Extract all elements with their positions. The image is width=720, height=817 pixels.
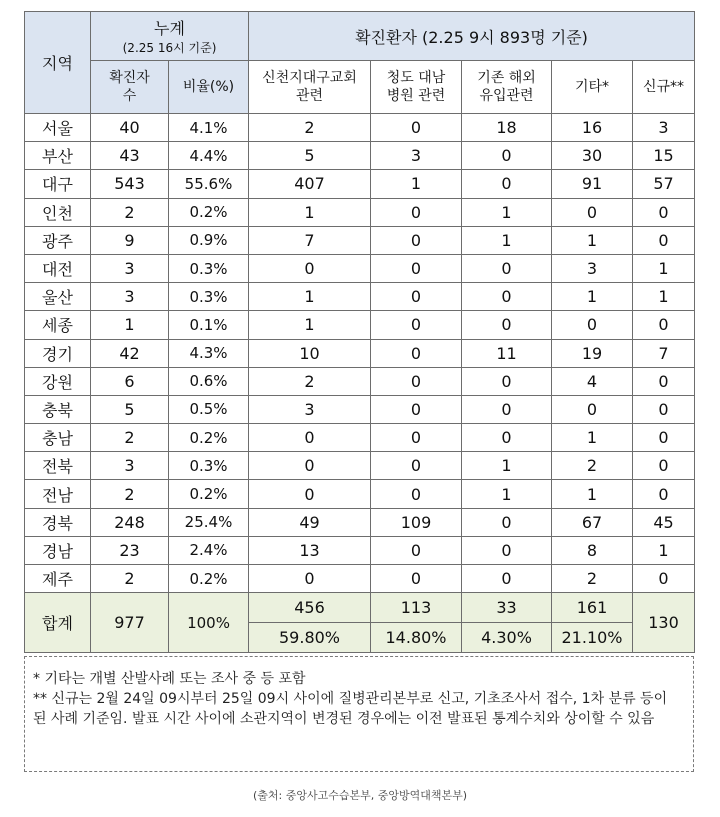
total-new: 130 bbox=[633, 593, 695, 653]
cell-shincheonji: 0 bbox=[249, 254, 371, 282]
cell-cheongdo: 0 bbox=[371, 536, 462, 564]
cell-cheongdo: 0 bbox=[371, 452, 462, 480]
cell-region: 대구 bbox=[25, 170, 91, 198]
cell-ratio: 4.1% bbox=[169, 114, 249, 142]
cell-new: 0 bbox=[633, 565, 695, 593]
cell-new: 0 bbox=[633, 480, 695, 508]
cell-ratio: 55.6% bbox=[169, 170, 249, 198]
cell-other: 16 bbox=[552, 114, 633, 142]
total-other-pct: 21.10% bbox=[552, 623, 633, 653]
cell-ratio: 2.4% bbox=[169, 536, 249, 564]
cell-ratio: 0.3% bbox=[169, 452, 249, 480]
table-row bbox=[25, 226, 695, 254]
cell-cases: 23 bbox=[91, 536, 169, 564]
cell-cheongdo: 0 bbox=[371, 565, 462, 593]
cell-region: 충남 bbox=[25, 424, 91, 452]
cell-shincheonji: 3 bbox=[249, 395, 371, 423]
cell-region: 경북 bbox=[25, 508, 91, 536]
cell-new: 7 bbox=[633, 339, 695, 367]
cell-overseas: 1 bbox=[462, 198, 552, 226]
cell-region: 광주 bbox=[25, 226, 91, 254]
cell-region: 경남 bbox=[25, 536, 91, 564]
cell-new: 0 bbox=[633, 198, 695, 226]
cell-shincheonji: 0 bbox=[249, 565, 371, 593]
table-row bbox=[25, 480, 695, 508]
cell-cheongdo: 0 bbox=[371, 424, 462, 452]
col-other-header: 기타* bbox=[552, 61, 633, 114]
cell-cases: 3 bbox=[91, 254, 169, 282]
cell-region: 대전 bbox=[25, 254, 91, 282]
cell-cases: 2 bbox=[91, 424, 169, 452]
cell-ratio: 4.3% bbox=[169, 339, 249, 367]
cell-shincheonji: 10 bbox=[249, 339, 371, 367]
cell-cases: 3 bbox=[91, 283, 169, 311]
confirmed-cases-table bbox=[24, 11, 695, 653]
table-row bbox=[25, 424, 695, 452]
cell-new: 57 bbox=[633, 170, 695, 198]
region-header: 지역 bbox=[25, 12, 91, 114]
cell-overseas: 0 bbox=[462, 536, 552, 564]
cell-cheongdo: 0 bbox=[371, 114, 462, 142]
cell-ratio: 0.2% bbox=[169, 480, 249, 508]
cumulative-subtitle: (2.25 16시 기준) bbox=[122, 41, 217, 55]
table-row bbox=[25, 170, 695, 198]
cell-other: 19 bbox=[552, 339, 633, 367]
total-cases: 977 bbox=[91, 593, 169, 653]
cell-shincheonji: 49 bbox=[249, 508, 371, 536]
cell-other: 1 bbox=[552, 226, 633, 254]
cell-new: 1 bbox=[633, 283, 695, 311]
cell-region: 세종 bbox=[25, 311, 91, 339]
table-row bbox=[25, 339, 695, 367]
cell-shincheonji: 2 bbox=[249, 114, 371, 142]
cell-region: 제주 bbox=[25, 565, 91, 593]
cell-new: 45 bbox=[633, 508, 695, 536]
cell-other: 8 bbox=[552, 536, 633, 564]
cell-other: 1 bbox=[552, 424, 633, 452]
cell-region: 울산 bbox=[25, 283, 91, 311]
total-overseas: 33 bbox=[462, 593, 552, 623]
cell-shincheonji: 407 bbox=[249, 170, 371, 198]
cell-region: 서울 bbox=[25, 114, 91, 142]
cell-overseas: 0 bbox=[462, 142, 552, 170]
cell-cheongdo: 0 bbox=[371, 480, 462, 508]
footnotes bbox=[24, 656, 694, 772]
table-row bbox=[25, 311, 695, 339]
cell-cheongdo: 0 bbox=[371, 339, 462, 367]
total-ratio: 100% bbox=[169, 593, 249, 653]
cell-overseas: 1 bbox=[462, 452, 552, 480]
table-row bbox=[25, 452, 695, 480]
cell-ratio: 0.5% bbox=[169, 395, 249, 423]
cell-ratio: 25.4% bbox=[169, 508, 249, 536]
cell-shincheonji: 0 bbox=[249, 480, 371, 508]
footnote-new: ** 신규는 2월 24일 09시부터 25일 09시 사이에 질병관리본부로 신고, 기초조사서 접수, 1차 분류 등이 된 사례 기준임. 발표 시간 사이에 소관지역이 변경된 경우에는 이전 발표된 통계수치와 상이할 수 있음 bbox=[33, 691, 668, 727]
cell-ratio: 0.3% bbox=[169, 283, 249, 311]
cell-ratio: 0.2% bbox=[169, 565, 249, 593]
table-row bbox=[25, 565, 695, 593]
cell-cases: 40 bbox=[91, 114, 169, 142]
cell-overseas: 0 bbox=[462, 565, 552, 593]
cell-other: 1 bbox=[552, 480, 633, 508]
cumulative-title: 누계 bbox=[154, 19, 185, 38]
cell-other: 91 bbox=[552, 170, 633, 198]
cell-overseas: 1 bbox=[462, 226, 552, 254]
cell-cheongdo: 0 bbox=[371, 395, 462, 423]
col-overseas-header: 기존 해외 유입관련 bbox=[462, 61, 552, 114]
cell-ratio: 0.3% bbox=[169, 254, 249, 282]
cell-cheongdo: 0 bbox=[371, 367, 462, 395]
cell-shincheonji: 1 bbox=[249, 311, 371, 339]
cell-new: 3 bbox=[633, 114, 695, 142]
cell-shincheonji: 2 bbox=[249, 367, 371, 395]
cell-shincheonji: 5 bbox=[249, 142, 371, 170]
cell-shincheonji: 7 bbox=[249, 226, 371, 254]
confirmed-header: 확진환자 (2.25 9시 893명 기준) bbox=[249, 12, 695, 61]
cell-new: 15 bbox=[633, 142, 695, 170]
total-label: 합계 bbox=[25, 593, 91, 653]
cumulative-header bbox=[91, 12, 249, 61]
cell-overseas: 0 bbox=[462, 367, 552, 395]
cell-region: 경기 bbox=[25, 339, 91, 367]
cell-region: 충북 bbox=[25, 395, 91, 423]
cell-cases: 42 bbox=[91, 339, 169, 367]
table-row bbox=[25, 536, 695, 564]
cell-other: 0 bbox=[552, 311, 633, 339]
cell-ratio: 0.9% bbox=[169, 226, 249, 254]
cell-overseas: 0 bbox=[462, 424, 552, 452]
cell-overseas: 0 bbox=[462, 395, 552, 423]
cell-new: 1 bbox=[633, 536, 695, 564]
cell-cheongdo: 0 bbox=[371, 198, 462, 226]
cell-other: 2 bbox=[552, 565, 633, 593]
cell-cases: 9 bbox=[91, 226, 169, 254]
cell-other: 1 bbox=[552, 283, 633, 311]
cell-overseas: 0 bbox=[462, 311, 552, 339]
table-row bbox=[25, 367, 695, 395]
cell-new: 0 bbox=[633, 452, 695, 480]
cell-new: 0 bbox=[633, 424, 695, 452]
cell-ratio: 0.2% bbox=[169, 424, 249, 452]
cell-other: 0 bbox=[552, 395, 633, 423]
cell-cases: 2 bbox=[91, 480, 169, 508]
cell-cases: 43 bbox=[91, 142, 169, 170]
table-row bbox=[25, 254, 695, 282]
col-new-header: 신규** bbox=[633, 61, 695, 114]
cell-new: 0 bbox=[633, 367, 695, 395]
cell-cases: 3 bbox=[91, 452, 169, 480]
cell-overseas: 11 bbox=[462, 339, 552, 367]
cell-shincheonji: 0 bbox=[249, 452, 371, 480]
table-row bbox=[25, 508, 695, 536]
cell-other: 2 bbox=[552, 452, 633, 480]
cell-cheongdo: 0 bbox=[371, 226, 462, 254]
cell-new: 0 bbox=[633, 311, 695, 339]
cell-ratio: 4.4% bbox=[169, 142, 249, 170]
cell-cases: 1 bbox=[91, 311, 169, 339]
cell-overseas: 18 bbox=[462, 114, 552, 142]
total-shincheonji: 456 bbox=[249, 593, 371, 623]
cell-other: 30 bbox=[552, 142, 633, 170]
cell-cases: 6 bbox=[91, 367, 169, 395]
cell-overseas: 1 bbox=[462, 480, 552, 508]
cell-region: 부산 bbox=[25, 142, 91, 170]
col-cheongdo-header: 청도 대남 병원 관련 bbox=[371, 61, 462, 114]
cell-other: 0 bbox=[552, 198, 633, 226]
total-shincheonji-pct: 59.80% bbox=[249, 623, 371, 653]
table-row bbox=[25, 283, 695, 311]
cell-new: 0 bbox=[633, 226, 695, 254]
table-row bbox=[25, 142, 695, 170]
total-overseas-pct: 4.30% bbox=[462, 623, 552, 653]
cell-cases: 2 bbox=[91, 565, 169, 593]
table-row bbox=[25, 395, 695, 423]
cell-ratio: 0.2% bbox=[169, 198, 249, 226]
total-cheongdo-pct: 14.80% bbox=[371, 623, 462, 653]
source-credit: (출처: 중앙사고수습본부, 중앙방역대책본부) bbox=[252, 789, 468, 802]
cell-region: 인천 bbox=[25, 198, 91, 226]
cell-cases: 5 bbox=[91, 395, 169, 423]
cell-region: 전남 bbox=[25, 480, 91, 508]
cell-overseas: 0 bbox=[462, 254, 552, 282]
cell-overseas: 0 bbox=[462, 508, 552, 536]
cell-region: 전북 bbox=[25, 452, 91, 480]
cell-new: 0 bbox=[633, 395, 695, 423]
cell-new: 1 bbox=[633, 254, 695, 282]
table-row bbox=[25, 198, 695, 226]
cell-other: 4 bbox=[552, 367, 633, 395]
cell-cheongdo: 1 bbox=[371, 170, 462, 198]
cell-cheongdo: 0 bbox=[371, 254, 462, 282]
cell-other: 3 bbox=[552, 254, 633, 282]
total-cheongdo: 113 bbox=[371, 593, 462, 623]
cell-overseas: 0 bbox=[462, 170, 552, 198]
cell-shincheonji: 1 bbox=[249, 283, 371, 311]
cell-cheongdo: 0 bbox=[371, 311, 462, 339]
col-cases-header: 확진자 수 bbox=[91, 61, 169, 114]
cell-ratio: 0.6% bbox=[169, 367, 249, 395]
col-ratio-header: 비율(%) bbox=[169, 61, 249, 114]
cell-other: 67 bbox=[552, 508, 633, 536]
total-other: 161 bbox=[552, 593, 633, 623]
cell-shincheonji: 13 bbox=[249, 536, 371, 564]
cell-shincheonji: 1 bbox=[249, 198, 371, 226]
cell-region: 강원 bbox=[25, 367, 91, 395]
footnote-other: * 기타는 개별 산발사례 또는 조사 중 등 포함 bbox=[33, 671, 306, 687]
cell-cases: 2 bbox=[91, 198, 169, 226]
cell-shincheonji: 0 bbox=[249, 424, 371, 452]
cell-cheongdo: 0 bbox=[371, 283, 462, 311]
cell-ratio: 0.1% bbox=[169, 311, 249, 339]
table-row bbox=[25, 114, 695, 142]
col-shincheonji-header: 신천지대구교회 관련 bbox=[249, 61, 371, 114]
cell-cheongdo: 109 bbox=[371, 508, 462, 536]
cell-overseas: 0 bbox=[462, 283, 552, 311]
cell-cases: 248 bbox=[91, 508, 169, 536]
cell-cheongdo: 3 bbox=[371, 142, 462, 170]
cell-cases: 543 bbox=[91, 170, 169, 198]
